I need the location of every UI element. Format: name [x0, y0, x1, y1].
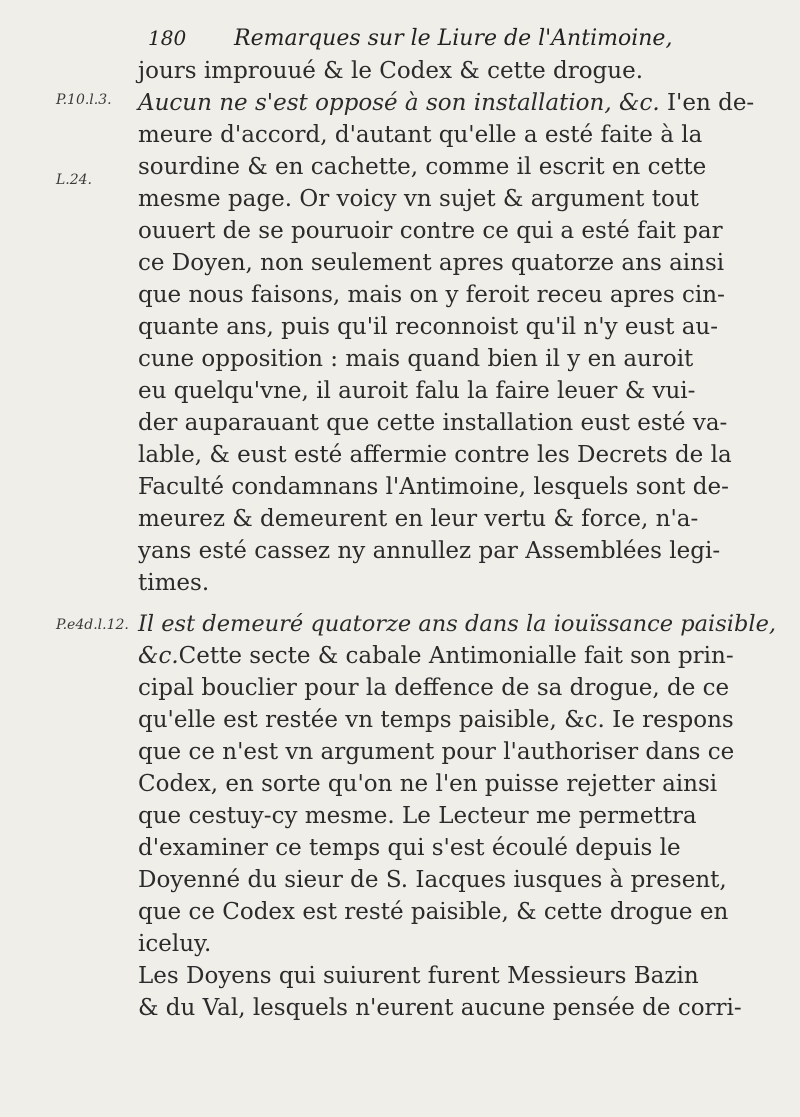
text-line: ce Doyen, non seulement apres quatorze ans ainsi: [138, 250, 725, 276]
text-line: Aucun ne s'est opposé à son installation, &c. I'en de-: [138, 90, 755, 116]
text-line: eu quelqu'vne, il auroit falu la faire leuer & vui-: [138, 378, 696, 404]
text-line: que nous faisons, mais on y feroit receu apres cin-: [138, 282, 725, 308]
text-line: times.: [138, 570, 210, 596]
text-line: qu'elle est restée vn temps paisible, &c. Ie respons: [138, 707, 734, 733]
margin-note: L.24.: [56, 172, 93, 188]
margin-note: P.e4d.l.12.: [56, 617, 129, 633]
text-line: cune opposition : mais quand bien il y en auroit: [138, 346, 694, 372]
text-line: der auparauant que cette installation eust esté va-: [138, 410, 728, 436]
margin-note: P.10.l.3.: [56, 92, 112, 108]
text-line: cipal bouclier pour la deffence de sa drogue, de ce: [138, 675, 730, 701]
text-line: & du Val, lesquels n'eurent aucune pensée de corri-: [138, 995, 742, 1021]
text-line: jours improuué & le Codex & cette drogue.: [138, 58, 644, 84]
text-line: Il est demeuré quatorze ans dans la iouïssance paisible,: [138, 611, 777, 637]
text-line: Les Doyens qui suiurent furent Messieurs Bazin: [138, 963, 699, 989]
text-line: yans esté cassez ny annullez par Assemblées legi-: [138, 538, 721, 564]
text-line: quante ans, puis qu'il reconnoist qu'il n'y eust au-: [138, 314, 718, 340]
text-line: que ce Codex est resté paisible, & cette drogue en: [138, 899, 729, 925]
text-line: Faculté condamnans l'Antimoine, lesquels sont de-: [138, 474, 729, 500]
text-line: &c.Cette secte & cabale Antimonialle fait son prin-: [138, 643, 734, 669]
text-line: meurez & demeurent en leur vertu & force, n'a-: [138, 506, 699, 532]
text-line: sourdine & en cachette, comme il escrit en cette: [138, 154, 707, 180]
text-line: meure d'accord, d'autant qu'elle a esté faite à la: [138, 122, 703, 148]
text-line: ouuert de se pouruoir contre ce qui a esté fait par: [138, 218, 723, 244]
text-line: que cestuy-cy mesme. Le Lecteur me permettra: [138, 803, 697, 829]
page-number: 180: [148, 26, 187, 50]
text-line: lable, & eust esté affermie contre les Decrets de la: [138, 442, 732, 468]
text-line: Codex, en sorte qu'on ne l'en puisse rejetter ainsi: [138, 771, 718, 797]
text-line: mesme page. Or voicy vn sujet & argument tout: [138, 186, 699, 212]
text-line: que ce n'est vn argument pour l'authoriser dans ce: [138, 739, 735, 765]
text-line: iceluy.: [138, 931, 212, 957]
text-line: Doyenné du sieur de S. Iacques iusques à present,: [138, 867, 727, 893]
running-title: Remarques sur le Liure de l'Antimoine,: [234, 26, 673, 51]
text-line: d'examiner ce temps qui s'est écoulé depuis le: [138, 835, 681, 861]
